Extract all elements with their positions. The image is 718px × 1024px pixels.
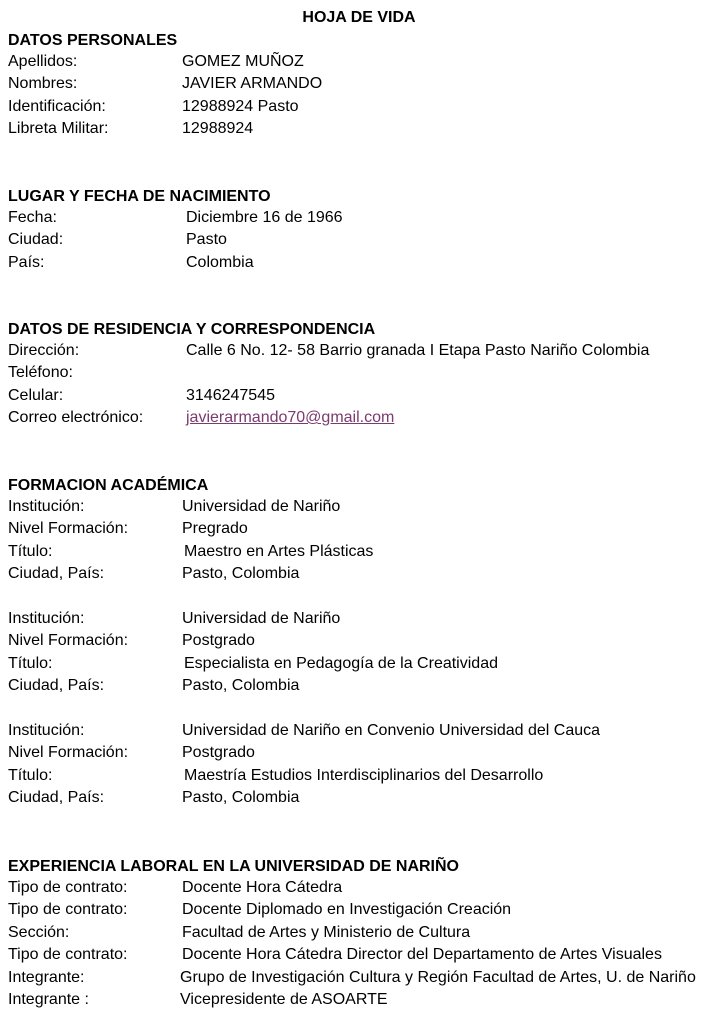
section-education [8, 476, 712, 809]
section-heading: LUGAR Y FECHA DE NACIMIENTO [8, 188, 271, 205]
education-entry [8, 496, 712, 586]
field-value: Calle 6 No. 12- 58 Barrio granada I Etapa Pasto Nariño Colombia [186, 342, 650, 359]
field-row [8, 877, 712, 899]
field-row [8, 73, 712, 95]
field-row [8, 563, 712, 585]
field-label: Identificación: [8, 97, 106, 115]
field-value: Vicepresidente de ASOARTE [180, 990, 388, 1008]
section-heading: DATOS DE RESIDENCIA Y CORRESPONDENCIA [8, 321, 376, 338]
field-value: Colombia [186, 253, 254, 271]
section-personal [8, 31, 712, 141]
field-value: Maestro en Artes Plásticas [184, 542, 374, 560]
field-row [8, 899, 712, 921]
field-row [8, 541, 712, 563]
field-value: Especialista en Pedagogía de la Creatividad [184, 654, 498, 672]
field-label: Apellidos: [8, 53, 78, 70]
field-label: Integrante: [8, 968, 85, 986]
field-row [8, 118, 712, 140]
section-birth [8, 187, 712, 274]
field-row [8, 496, 712, 518]
field-value: Pregrado [182, 520, 248, 538]
education-entry [8, 720, 712, 810]
field-row [8, 96, 712, 118]
field-row [8, 720, 712, 742]
field-row [8, 787, 712, 809]
field-row [8, 362, 712, 384]
field-label: Institución: [8, 498, 85, 515]
field-value: Universidad de Nariño [182, 609, 341, 627]
field-value: Pasto, Colombia [182, 789, 300, 807]
field-row [8, 742, 712, 764]
field-value: Universidad de Nariño en Convenio Universidad del Cauca [182, 721, 601, 739]
field-value: GOMEZ MUÑOZ [182, 53, 304, 70]
field-label: Nivel Formación: [8, 632, 129, 650]
field-value: 12988924 [182, 120, 254, 138]
section-residence [8, 320, 712, 430]
field-row [8, 630, 712, 652]
field-value: Maestría Estudios Interdisciplinarios del Desarrollo [184, 766, 544, 784]
field-value: JAVIER ARMANDO [182, 75, 323, 93]
field-label: Nivel Formación: [8, 744, 129, 762]
field-label: Libreta Militar: [8, 120, 109, 138]
field-label: Tipo de contrato: [8, 879, 128, 896]
field-label: Ciudad, País: [8, 789, 105, 807]
field-row [8, 207, 712, 229]
field-value: Docente Hora Cátedra Director del Departamento de Artes Visuales [182, 946, 662, 964]
field-label: Tipo de contrato: [8, 901, 128, 919]
field-label: Sección: [8, 923, 70, 941]
field-value: Docente Hora Cátedra [182, 879, 343, 896]
field-row [8, 675, 712, 697]
field-row [8, 989, 712, 1011]
field-label: Institución: [8, 609, 85, 627]
field-row [8, 518, 712, 540]
field-value: Diciembre 16 de 1966 [186, 209, 343, 226]
field-value: Grupo de Investigación Cultura y Región Facultad de Artes, U. de Nariño [180, 968, 696, 986]
field-label: Correo electrónico: [8, 409, 144, 427]
field-value: Facultad de Artes y Ministerio de Cultura [182, 923, 471, 941]
section-heading: EXPERIENCIA LABORAL EN LA UNIVERSIDAD DE NARIÑO [8, 858, 459, 875]
field-label: Tipo de contrato: [8, 946, 128, 964]
field-row [8, 229, 712, 251]
field-label: Dirección: [8, 342, 80, 359]
field-value: Pasto, Colombia [182, 565, 300, 583]
field-value: Pasto, Colombia [182, 677, 300, 695]
field-row [8, 944, 712, 966]
field-value: Pasto [186, 231, 227, 249]
field-value: 12988924 Pasto [182, 97, 299, 115]
field-row [8, 608, 712, 630]
field-label: Ciudad, País: [8, 565, 105, 583]
field-label: Integrante : [8, 990, 89, 1008]
field-label: Fecha: [8, 209, 57, 226]
field-label: Celular: [8, 386, 64, 404]
field-value: Universidad de Nariño [182, 498, 341, 515]
field-label: Nombres: [8, 75, 78, 93]
field-row [8, 340, 712, 362]
field-label: Teléfono: [8, 364, 73, 382]
field-label: Ciudad, País: [8, 677, 105, 695]
section-heading: DATOS PERSONALES [8, 32, 178, 49]
field-row [8, 252, 712, 274]
field-label: Nivel Formación: [8, 520, 129, 538]
document-title: HOJA DE VIDA [302, 9, 416, 26]
field-value: Docente Diplomado en Investigación Creación [182, 901, 512, 919]
field-row [8, 51, 712, 73]
field-value: Postgrado [182, 632, 255, 650]
field-row [8, 765, 712, 787]
field-row [8, 922, 712, 944]
field-row [8, 407, 712, 429]
field-row [8, 967, 712, 989]
field-row [8, 385, 712, 407]
field-label: País: [8, 253, 45, 271]
field-label: Institución: [8, 721, 85, 739]
field-value: Postgrado [182, 744, 255, 762]
section-experience [8, 857, 712, 1011]
field-label: Título: [8, 766, 53, 784]
field-value: 3146247545 [186, 386, 275, 404]
section-heading: FORMACION ACADÉMICA [8, 477, 209, 494]
field-label: Título: [8, 654, 53, 672]
field-label: Título: [8, 542, 53, 560]
email-link[interactable]: javierarmando70@gmail.com [186, 409, 395, 427]
education-entry [8, 608, 712, 698]
field-label: Ciudad: [8, 231, 64, 249]
field-row [8, 653, 712, 675]
